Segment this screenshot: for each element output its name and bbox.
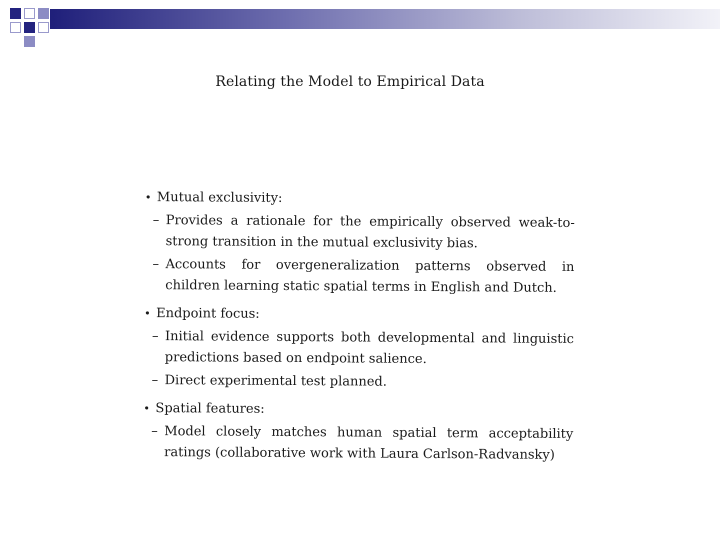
slide-content <box>143 188 575 474</box>
decor-square-solid <box>10 8 21 19</box>
list-item <box>143 421 573 466</box>
list-item-text: Initial evidence supports both developmental and linguistic predictions based on endpoint salience. <box>164 329 575 367</box>
section-spatial-features <box>143 399 573 421</box>
section-heading: Mutual exclusivity: <box>156 190 283 206</box>
dash-icon: – <box>151 329 159 345</box>
dash-icon: – <box>152 213 160 229</box>
decor-square-soft <box>24 36 35 47</box>
sub-list <box>144 210 575 299</box>
dash-icon: – <box>152 257 160 273</box>
list-item <box>144 326 574 371</box>
decor-square-outline <box>24 8 35 19</box>
list-item <box>145 210 575 255</box>
slide-title: Relating the Model to Empirical Data <box>215 74 485 90</box>
list-item-text: Direct experimental test planned. <box>164 373 387 390</box>
bullet-icon: • <box>144 190 152 205</box>
bullet-icon: • <box>144 306 151 321</box>
section-mutual-exclusivity <box>145 188 575 210</box>
list-item-text: Provides a rationale for the empirically observed weak-to-strong transition in the mutual exclusivity bias. <box>165 213 575 252</box>
section-heading: Endpoint focus: <box>156 306 260 322</box>
header-gradient-band <box>50 9 720 29</box>
decor-square-outline <box>10 22 21 33</box>
decor-square-outline <box>38 22 49 33</box>
decor-square-soft <box>38 8 49 19</box>
decor-square-solid <box>24 22 35 33</box>
header-decoration <box>0 0 720 48</box>
bullet-icon: • <box>143 401 151 416</box>
list-item-text: Accounts for overgeneralization patterns observed in children learning static spatial terms in English and Dutch. <box>165 257 575 296</box>
list-item-text: Model closely matches human spatial term acceptability ratings (collaborative work with Laura Carlson-Radvansky) <box>164 424 574 463</box>
dash-icon: – <box>151 373 159 389</box>
section-endpoint-focus <box>144 304 574 326</box>
sub-list <box>144 326 574 394</box>
list-item <box>144 254 574 299</box>
sub-list <box>143 421 573 466</box>
dash-icon: – <box>151 424 158 440</box>
section-heading: Spatial features: <box>155 401 265 417</box>
list-item <box>144 370 574 394</box>
